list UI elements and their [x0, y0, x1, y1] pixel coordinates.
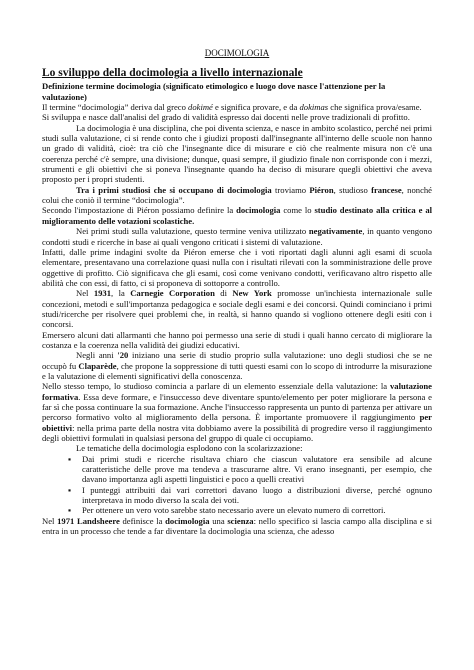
text-run: Claparède [78, 360, 117, 371]
text-run: di [214, 288, 233, 299]
text-run: come lo [280, 205, 315, 216]
paragraph-origin: Si sviluppa e nasce dall'analisi del grado di validità espresso dai docenti nelle prove tradizionali di profitto. [42, 112, 410, 123]
text-run: . Essa deve formare, e l'insuccesso deve diventare spunto/elemento per poter migliorare la persona e far sì che possa continuare la sua formazione. Anche l'insuccesso rappresenta un punto di partenza per attivare un percorso formativo volto al miglioramento della persona. È importante promuovere il raggiungimento [42, 391, 432, 423]
paragraph-schooling: Le tematiche della docimologia esplodono con la scolarizzazione: [76, 443, 303, 454]
text-run: Piéron [309, 184, 334, 195]
paragraph-discipline: La docimologia è una disciplina, che poi diventa scienza, e nasce in ambito scolastico, perché nei primi studi sulla valutazione, ci si rende conto che i giudizi proposti dall'insegnante all'interno delle scuole non hanno un grado di validità, cioè: tra ciò che l'insegnante dice di misurare e ciò che realmente misura non c'è una coerenza perché c'è sempre, una divisione; dunque, quasi sempre, il giudizio finale non corrisponde con i mezzi, strumenti e gli obiettivi che si poneva l'insegnante quando ha deciso di misurare quegli obiettivi che aveva proposto per i propri studenti. [42, 122, 432, 185]
text-run: valutazione formativa [42, 381, 432, 402]
issues-list [42, 454, 432, 516]
paragraph-landsheere [42, 516, 432, 537]
text-run: , la [111, 288, 131, 299]
paragraph-definition [42, 205, 432, 226]
text-run: Nel [76, 288, 94, 299]
paragraph-early-studies [42, 226, 432, 247]
paragraph-alarming-data: Emersero alcuni dati allarmanti che hanno poi permesso una serie di studi i quali hanno cercato di migliorare la costanza e la coerenza nella validità dei giudizi educativi. [42, 329, 432, 350]
text-run: dokimas [299, 102, 329, 113]
text-run: iniziano una serie di studio proprio sulla valutazione: uno degli studiosi che se ne occupò fu [42, 350, 433, 371]
text-run: una [209, 515, 228, 526]
list-item: ▪ Per ottenere un vero voto sarebbe stato necessario avere un elevato numero di correttori. [82, 505, 432, 515]
paragraph-carnegie [42, 288, 432, 329]
text-run: Il termine “docimologia” deriva dal greco [42, 102, 189, 113]
paragraph-claparede [42, 350, 432, 381]
section-heading: Lo sviluppo della docimologia a livello internazionale [42, 67, 303, 80]
text-run: Negli anni [76, 350, 118, 361]
text-run: : nello specifico si lascia campo alla disciplina e si entra in un processo che tende a far diventare la docimologia una scienza, che adesso [42, 515, 432, 537]
text-run: New York [232, 288, 272, 299]
text-run: 1971 Landsheere [57, 515, 120, 526]
text-run: : nella prima parte della nostra vita dobbiamo avere la possibilità di progredire verso il raggiungimento degli obiettivi formulati in qualsiasi persona del gruppo di quale ci occupiamo. [42, 422, 432, 444]
section-subheading: Definizione termine docimologia (significato etimologico e luogo dove nasce l'attenzione per la valutazione) [42, 81, 386, 102]
text-run: promosse un'inchiesta internazionale sulle concezioni, metodi e sull'importanza pedagogica e sociale degli esami e dei concorsi. Quindi cominciano i primi studi/ricerche per risolvere quei problemi che, in realtà, si hanno quando si vogliono ottenere degli esiti con i concorsi. [42, 288, 433, 330]
text-run: , in quanto vengono condotti studi e ricerche in base ai quali vengono criticati i sistemi di valutazione. [42, 226, 432, 247]
text-run: Nei primi studi sulla valutazione, questo termine veniva utilizzato [76, 226, 309, 237]
list-item: ▪ I punteggi attribuiti dai vari correttori davano luogo a distribuzioni diverse, perché ognuno interpretava in modo diverso la scala dei voti. [82, 485, 432, 506]
text-run: dokimé [188, 102, 213, 113]
text-run: negativamente [308, 226, 363, 237]
text-run: studio destinato alla critica e al miglioramento delle votazioni scolastiche. [42, 205, 433, 226]
text-run: troviamo [271, 184, 310, 195]
paragraph-formative-evaluation [42, 381, 432, 443]
text-run: scienza [227, 515, 254, 526]
text-run: '20 [117, 350, 129, 361]
text-run: Nel [42, 515, 58, 526]
text-run: Nello stesso tempo, lo studioso comincia a parlare di un elemento essenziale della valutazione: la [42, 381, 390, 392]
text-run: docimologia [165, 515, 210, 526]
paragraph-etymology [42, 102, 432, 112]
text-run: definisce la [119, 515, 166, 526]
text-run: , nonché colui che coniò il termine “docimologia”. [42, 184, 432, 206]
text-run: che significa prova/esame. [328, 102, 422, 113]
list-item: ▪ Dai primi studi e ricerche risultava chiaro che ciascun valutatore era sensibile ad alcune caratteristiche delle prove ma tendeva a trascurarne altre. Vi erano insegnanti, per esempio, che davano importanza agli aspetti linguistici e poco a quelli creativi [82, 454, 432, 485]
text-run: , studioso [333, 184, 372, 195]
text-run: 1931 [93, 288, 112, 299]
paragraph-pieron [42, 185, 432, 206]
text-run: Tra i primi studiosi che si occupano di docimologia [76, 184, 272, 195]
text-run: e significa provare, e da [212, 102, 300, 113]
text-run: Carnegie Corporation [130, 288, 215, 299]
text-run: , che propone la soppressione di tutti questi esami con lo scopo di introdurre la misurazione e la valutazione di elementi significativi della conoscenza. [42, 360, 432, 381]
text-run: docimologia [236, 205, 281, 216]
text-run: Secondo l'impostazione di Piéron possiamo definire la [42, 205, 237, 216]
text-run: per obiettivi [42, 412, 432, 433]
document-title: DOCIMOLOGIA [204, 48, 270, 58]
paragraph-findings: Infatti, dalle prime indagini svolte da Piéron emerse che i voti riportati dagli alunni agli esami di scuola elementare, presentavano una correlazione quasi nulla con i risultati rilevati con la somministrazione delle prove oggettive di profitto. Ciò significava che gli esami, così come venivano condotti, verificavano altro rispetto alle abilità che con essi, di fatto, ci si proponeva di sottoporre a controllo. [42, 246, 432, 288]
text-run: francese [371, 184, 402, 195]
